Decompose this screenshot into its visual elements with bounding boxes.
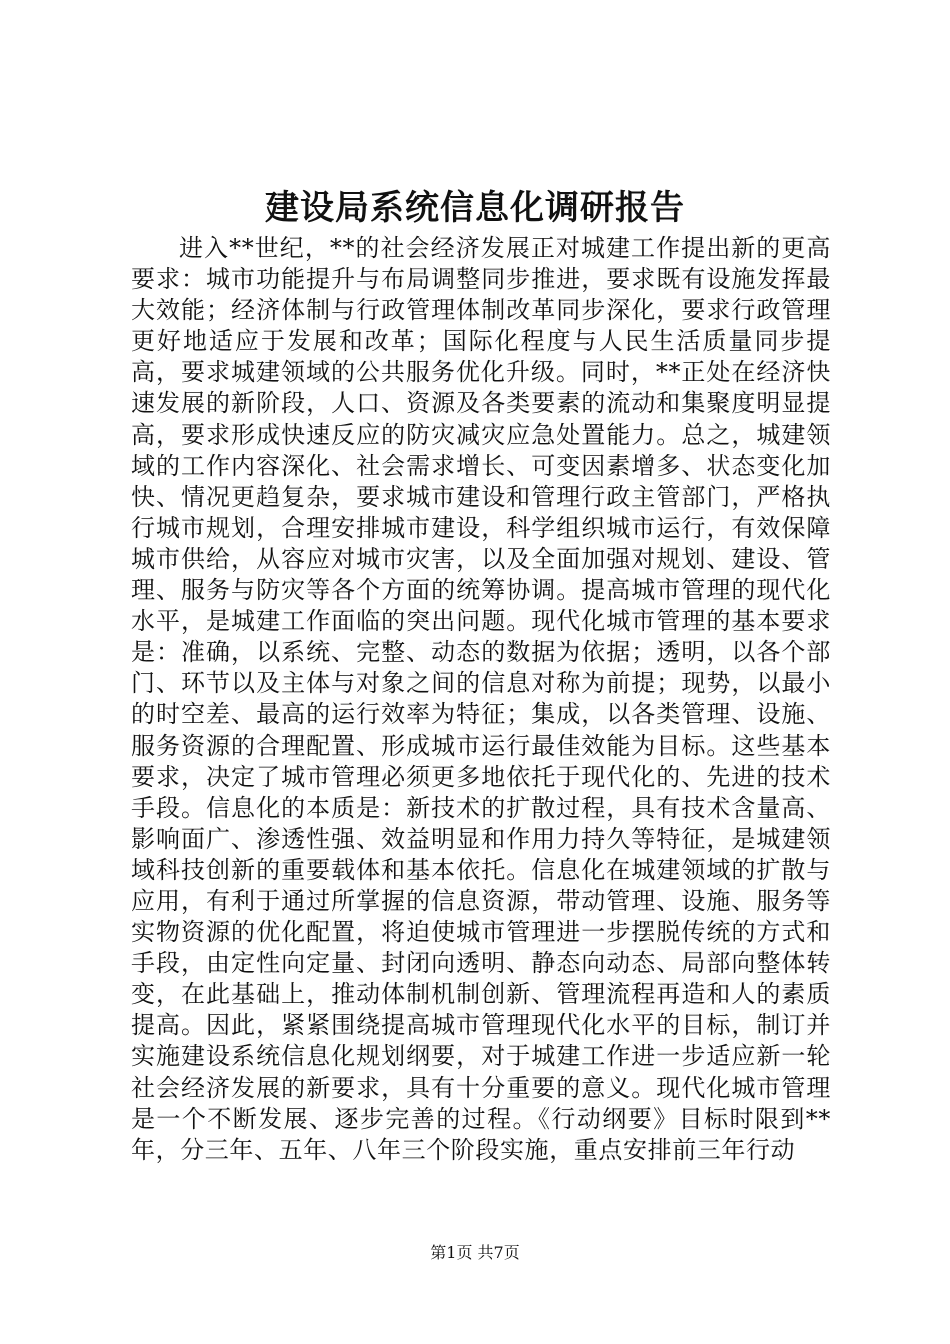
document-title: 建设局系统信息化调研报告	[265, 188, 685, 228]
document-body-paragraph: 进入**世纪，**的社会经济发展正对城建工作提出新的更高要求：城市功能提升与布局调整同步推进，要求既有设施发挥最大效能；经济体制与行政管理体制改革同步深化，要求行政管理更好地适应于发展和改革；国际化程度与人民生活质量同步提高，要求城建领域的公共服务优化升级。同时，**正处在经济快速发展的新阶段，人口、资源及各类要素的流动和集聚度明显提高，要求形成快速反应的防灾减灾应急处置能力。总之，城建领域的工作内容深化、社会需求增长、可变因素增多、状态变化加快、情况更趋复杂，要求城市建设和管理行政主管部门，严格执行城市规划，合理安排城市建设，科学组织城市运行，有效保障城市供给，从容应对城市灾害，以及全面加强对规划、建设、管理、服务与防灾等各个方面的统筹协调。提高城市管理的现代化水平，是城建工作面临的突出问题。现代化城市管理的基本要求是：准确，以系统、完整、动态的数据为依据；透明，以各个部门、环节以及主体与对象之间的信息对称为前提；现势，以最小的时空差、最高的运行效率为特征；集成，以各类管理、设施、服务资源的合理配置、形成城市运行最佳效能为目标。这些基本要求，决定了城市管理必须更多地依托于现代化的、先进的技术手段。信息化的本质是：新技术的扩散过程，具有技术含量高、影响面广、渗透性强、效益明显和作用力持久等特征，是城建领域科技创新的重要载体和基本依托。信息化在城建领域的扩散与应用，有利于通过所掌握的信息资源，带动管理、设施、服务等实物资源的优化配置，将迫使城市管理进一步摆脱传统的方式和手段，由定性向定量、封闭向透明、静态向动态、局部向整体转变，在此基础上，推动体制机制创新、管理流程再造和人的素质提高。因此，紧紧围绕提高城市管理现代化水平的目标，制订并实施建设系统信息化规划纲要，对于城建工作进一步适应新一轮社会经济发展的新要求，具有十分重要的意义。现代化城市管理是一个不断发展、逐步完善的过程。《行动纲要》目标时限到**年，分三年、五年、八年三个阶段实施，重点安排前三年行动	[131, 234, 831, 1164]
page-number-footer: 第1页 共7页	[430, 1243, 520, 1262]
